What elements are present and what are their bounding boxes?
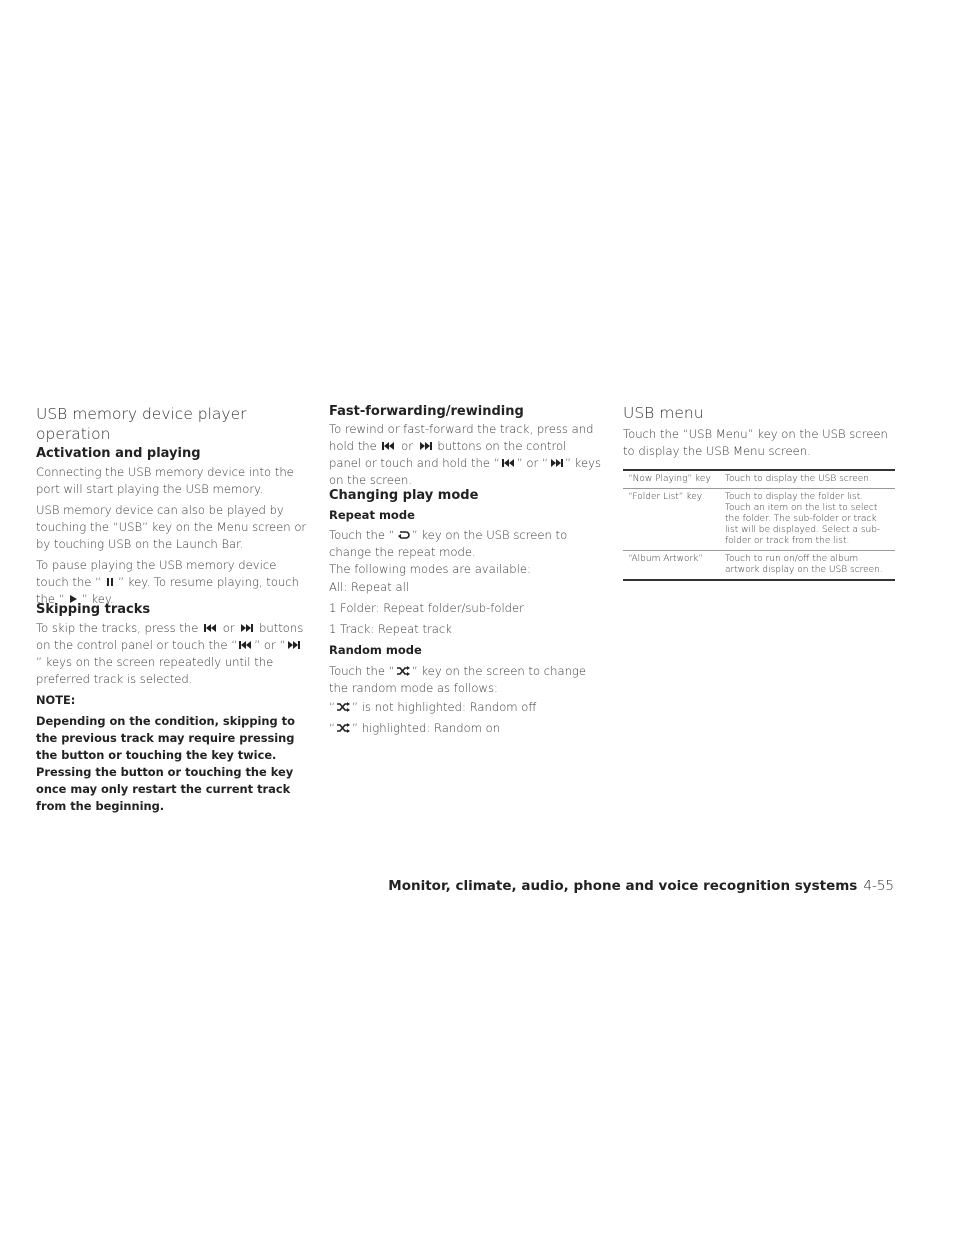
heading-fast-forwarding: Fast-forwarding/rewinding <box>329 404 524 419</box>
text: ” or “ <box>254 638 286 652</box>
heading-repeat-mode: Repeat mode <box>329 508 415 522</box>
footer-section-title: Monitor, climate, audio, phone and voice recognition systems <box>388 878 858 894</box>
text: ” keys on the screen repeatedly until the preferred track is selected. <box>36 655 274 686</box>
next-track-icon <box>240 623 253 633</box>
text: ” key on the USB screen to change the repeat mode. <box>329 528 568 559</box>
table-desc: Touch to run on/off the album artwork display on the USB screen. <box>720 551 895 581</box>
random-off <box>329 699 601 716</box>
random-on <box>329 720 601 737</box>
next-track-icon <box>550 458 563 468</box>
pause-icon <box>103 577 116 587</box>
repeat-mode-all: All: Repeat all <box>329 580 410 594</box>
page-footer <box>388 878 894 894</box>
next-track-icon <box>419 441 432 451</box>
shuffle-icon <box>397 666 410 676</box>
text: ” key. <box>81 592 114 606</box>
paragraph-skipping <box>36 620 308 688</box>
text: Touch the “ <box>329 664 395 678</box>
table-row <box>623 470 895 489</box>
section-title-usb-player: USB memory device player operation <box>36 405 247 443</box>
paragraph-launch-bar: USB memory device can also be played by touching the “USB” key on the Menu screen or by touching USB on the Launch Bar. <box>36 503 307 551</box>
text: buttons on the control panel or touch the “ <box>36 621 304 652</box>
previous-track-icon <box>239 640 252 650</box>
repeat-mode-folder: 1 Folder: Repeat folder/sub-folder <box>329 601 524 615</box>
text: To rewind or fast-forward the track, press and hold the <box>329 422 594 453</box>
note-label: NOTE: <box>36 693 76 707</box>
text: buttons on the control panel or touch and hold the “ <box>329 439 567 470</box>
table-key: “Folder List” key <box>623 489 720 551</box>
repeat-icon <box>397 530 410 540</box>
paragraph-random <box>329 663 601 697</box>
note-text: Depending on the condition, skipping to the previous track may require pressing the button or touching the key twice. Pressing the button or touching the key once may only restart the current track from the beginning. <box>36 714 295 813</box>
section-title-usb-menu: USB menu <box>623 404 704 422</box>
next-track-icon <box>287 640 300 650</box>
heading-activation: Activation and playing <box>36 446 201 461</box>
heading-skipping: Skipping tracks <box>36 602 151 617</box>
table-row <box>623 551 895 581</box>
text: ” key. To resume playing, touch the “ <box>36 575 300 606</box>
table-desc: Touch to display the USB screen. <box>725 474 872 484</box>
text: or <box>401 439 413 453</box>
previous-track-icon <box>382 441 395 451</box>
repeat-mode-track: 1 Track: Repeat track <box>329 622 452 636</box>
usb-menu-table <box>623 469 895 581</box>
text: “ <box>329 721 336 735</box>
table-key: “Album Artwork” <box>623 551 720 581</box>
page-number: 4-55 <box>863 878 894 894</box>
heading-play-mode: Changing play mode <box>329 488 479 503</box>
text: To skip the tracks, press the <box>36 621 199 635</box>
text: ” or “ <box>516 456 548 470</box>
text: The following modes are available: <box>329 562 531 576</box>
table-desc: Touch to display the folder list. Touch an item on the list to select the folder. The sub-folder or track list will be displayed. Select a sub-folder or track from the list. <box>720 489 895 551</box>
previous-track-icon <box>204 623 217 633</box>
text: ” highlighted: Random on <box>352 721 501 735</box>
shuffle-icon <box>337 723 350 733</box>
table-key: “Now Playing” key <box>628 474 711 484</box>
text: ” key on the screen to change the random mode as follows: <box>329 664 587 695</box>
paragraph-connecting: Connecting the USB memory device into the port will start playing the USB memory. <box>36 465 294 496</box>
shuffle-icon <box>337 702 350 712</box>
text: Touch the “ <box>329 528 395 542</box>
paragraph-repeat <box>329 527 601 578</box>
text: “ <box>329 700 336 714</box>
previous-track-icon <box>502 458 515 468</box>
text: or <box>222 621 235 635</box>
heading-random-mode: Random mode <box>329 643 422 657</box>
paragraph-usb-menu: Touch the “USB Menu” key on the USB screen to display the USB Menu screen. <box>623 427 888 458</box>
paragraph-fast-forward <box>329 421 601 489</box>
table-row <box>623 489 895 551</box>
text: ” is not highlighted: Random off <box>352 700 537 714</box>
text: To pause playing the USB memory device touch the “ <box>36 558 277 589</box>
text: ” keys on the screen. <box>329 456 601 487</box>
